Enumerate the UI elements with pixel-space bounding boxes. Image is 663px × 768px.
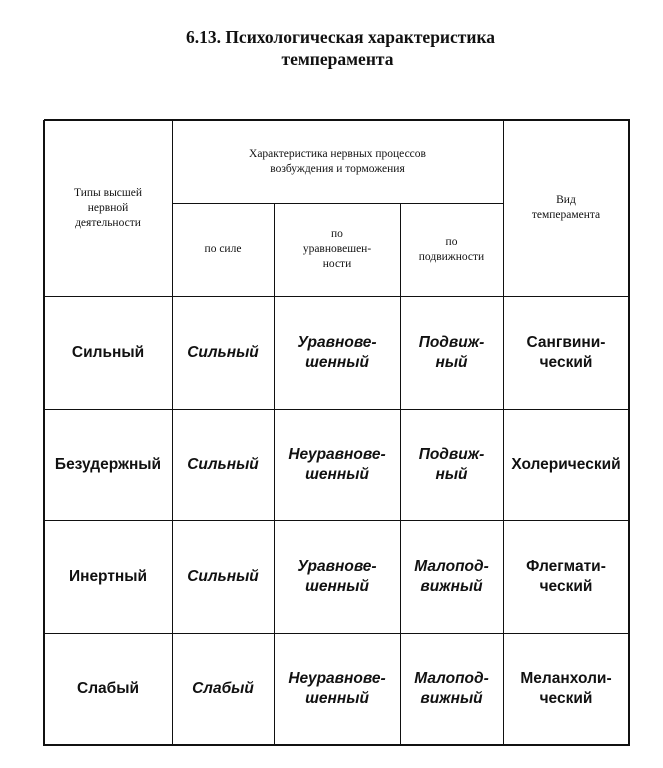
cell-type-text xyxy=(69,567,147,587)
text-line: возбуждения и торможения xyxy=(270,162,405,175)
cell-strength-text xyxy=(187,343,259,363)
text-line: по силе xyxy=(204,243,242,255)
text-line: Слабый xyxy=(77,680,139,697)
cell-temperament xyxy=(503,296,629,409)
cell-type xyxy=(44,633,172,745)
page-title xyxy=(0,26,663,70)
column-divider xyxy=(274,203,275,746)
cell-type xyxy=(44,520,172,633)
cell-balance-text xyxy=(297,557,376,597)
text-line: Сильный xyxy=(71,343,145,361)
text-line: Типы высшей xyxy=(73,186,143,199)
header-by-balance-text xyxy=(303,227,371,272)
cell-mobility xyxy=(400,409,503,520)
text-line: ный xyxy=(435,353,468,371)
text-line: по xyxy=(331,228,343,240)
cell-mobility xyxy=(400,520,503,633)
header-by-mobility-text xyxy=(419,235,484,265)
text-line: Подвиж- xyxy=(418,445,485,463)
cell-temperament xyxy=(503,409,629,520)
cell-temperament-text xyxy=(511,455,620,475)
text-line: вижный xyxy=(420,577,483,595)
cell-balance-text xyxy=(288,669,385,709)
cell-mobility xyxy=(400,296,503,409)
header-by-mobility xyxy=(400,203,503,296)
column-divider xyxy=(400,203,401,746)
column-divider xyxy=(503,120,504,746)
header-nervous-type-text xyxy=(74,186,142,231)
cell-strength-text xyxy=(187,455,259,475)
text-line: уравновешен- xyxy=(302,243,372,255)
cell-mobility-text xyxy=(414,669,489,709)
text-line: шенный xyxy=(305,465,369,483)
cell-balance xyxy=(274,520,400,633)
text-line: шенный xyxy=(305,577,369,595)
cell-balance xyxy=(274,633,400,745)
table-border-left xyxy=(43,120,45,746)
row-divider xyxy=(44,520,630,521)
text-line: подвижности xyxy=(418,250,485,263)
cell-temperament-text xyxy=(520,669,611,709)
cell-balance-text xyxy=(288,445,385,485)
header-by-balance xyxy=(274,203,400,296)
cell-mobility xyxy=(400,633,503,745)
text-line: Характеристика нервных процессов xyxy=(249,147,426,160)
table-border-right xyxy=(628,120,630,746)
column-divider xyxy=(172,120,173,746)
cell-strength xyxy=(172,296,274,409)
text-line: ческий xyxy=(539,690,593,707)
cell-temperament-text xyxy=(526,557,606,597)
cell-balance xyxy=(274,409,400,520)
cell-strength xyxy=(172,633,274,745)
header-by-strength-text xyxy=(205,242,242,257)
text-line: Меланхоли- xyxy=(520,670,612,687)
cell-type-text xyxy=(55,455,161,475)
cell-strength-text xyxy=(192,679,254,699)
cell-balance-text xyxy=(297,333,376,373)
text-line: Сильный xyxy=(187,455,259,473)
text-line: вижный xyxy=(420,690,483,707)
cell-temperament xyxy=(503,633,629,745)
text-line: Холерический xyxy=(511,455,621,473)
cell-type xyxy=(44,296,172,409)
header-temperament-kind-text xyxy=(532,193,600,223)
title-line-1: 6.13. Психологическая характеристика xyxy=(185,27,496,47)
cell-mobility-text xyxy=(419,333,485,373)
cell-strength xyxy=(172,409,274,520)
cell-strength xyxy=(172,520,274,633)
cell-temperament-text xyxy=(527,333,606,373)
cell-balance xyxy=(274,296,400,409)
text-line: Неуравнове- xyxy=(288,445,386,463)
text-line: Сильный xyxy=(187,343,259,361)
header-process-group xyxy=(172,120,503,203)
text-line: Безудержный xyxy=(54,455,162,473)
text-line: ности xyxy=(322,258,352,270)
text-line: Подвиж- xyxy=(418,333,485,351)
row-divider xyxy=(44,296,630,297)
text-line: ный xyxy=(435,465,468,483)
title-line-2: темперамента xyxy=(281,49,394,69)
text-line: ческий xyxy=(539,577,593,595)
header-temperament-kind xyxy=(503,120,629,296)
cell-temperament xyxy=(503,520,629,633)
text-line: Неуравнове- xyxy=(288,670,386,687)
header-divider xyxy=(172,203,504,204)
header-process-group-text xyxy=(249,147,426,177)
text-line: Уравнове- xyxy=(297,333,377,351)
cell-type xyxy=(44,409,172,520)
text-line: нервной xyxy=(87,201,129,214)
cell-mobility-text xyxy=(419,445,485,485)
text-line: Сангвини- xyxy=(526,333,606,351)
text-line: Сильный xyxy=(187,567,259,585)
text-line: Уравнове- xyxy=(297,557,377,575)
row-divider xyxy=(44,409,630,410)
text-line: Малопод- xyxy=(414,670,489,687)
cell-strength-text xyxy=(187,567,259,587)
cell-type-text xyxy=(77,679,139,699)
text-line: шенный xyxy=(305,690,369,707)
row-divider xyxy=(44,633,630,634)
header-by-strength xyxy=(172,203,274,296)
text-line: Слабый xyxy=(192,680,254,697)
text-line: по xyxy=(445,235,458,248)
table-border-top xyxy=(44,119,630,121)
text-line: Инертный xyxy=(68,567,148,585)
text-line: Флегмати- xyxy=(526,557,606,575)
text-line: темперамента xyxy=(531,209,601,221)
table-border-bottom xyxy=(44,744,630,746)
header-nervous-type xyxy=(44,120,172,296)
text-line: деятельности xyxy=(75,216,141,229)
text-line: Вид xyxy=(556,194,576,206)
text-line: ческий xyxy=(539,353,593,371)
text-line: шенный xyxy=(305,353,369,371)
cell-type-text xyxy=(72,343,144,363)
text-line: Малопод- xyxy=(414,557,489,575)
cell-mobility-text xyxy=(414,557,489,597)
